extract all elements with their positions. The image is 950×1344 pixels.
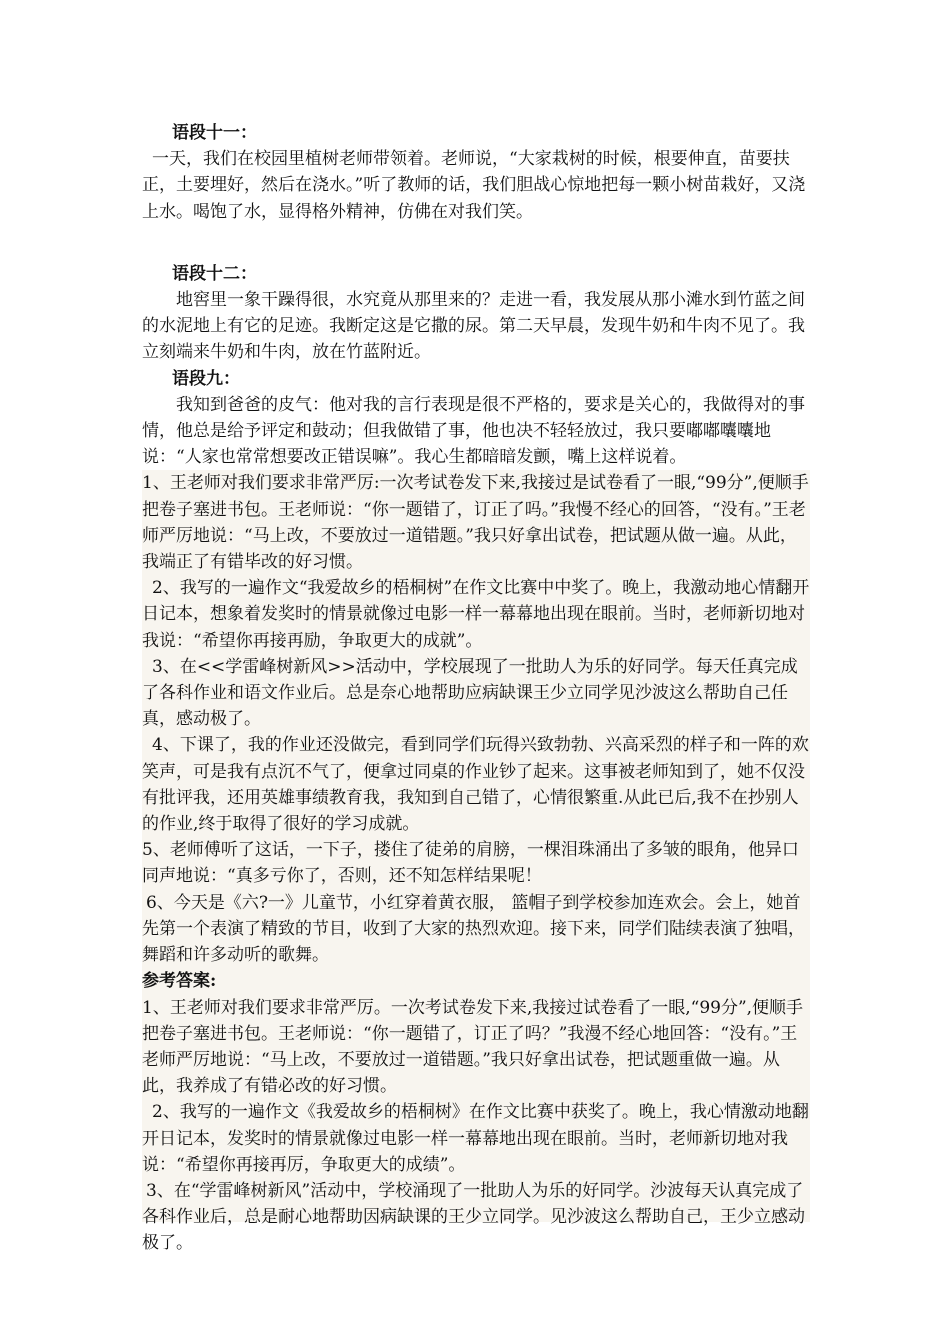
- section-12-title: 语段十二：: [172, 263, 257, 284]
- section-12-text: 地窖里一象干躁得很，水究竟从那里来的？走进一看，我发展从那小滩水到竹蓝之间的水泥地上有它的足迹。我断定这是它撒的尿。第二天早晨，发现牛奶和牛肉不见了。我立刻端来牛奶和牛肉，放在竹蓝附近。: [142, 290, 805, 363]
- item-4: 4、下课了，我的作业还没做完，看到同学们玩得兴致勃勃、兴高采烈的样子和一阵的欢笑声，可是我有点沉不气了，便拿过同桌的作业钞了起来。这事被老师知到了，她不仅没有批评我，还用英雄事绩教育我，我知到自己错了，心情很繁重.从此已后,我不在抄别人的作业,终于取得了很好的学习成就。: [142, 735, 809, 835]
- answers-title: 参考答案:: [142, 971, 217, 992]
- section-11-title: 语段十一：: [172, 123, 257, 143]
- answer-1: 1、王老师对我们要求非常严厉。一次考试卷发下来,我接过试卷看了一眼,“99分”,便顺手把卷子塞进书包。王老师说：“你一题错了，订正了吗？”我漫不经心地回答：“没有。”王老师严厉地说：“马上改，不要放过一道错题。”我只好拿出试卷，把试题重做一遍。从此，我养成了有错必改的好习惯。: [142, 997, 804, 1097]
- document-body: [142, 120, 810, 1257]
- section-9-title: 语段九：: [172, 368, 240, 389]
- item-2: 2、我写的一遍作文“我爱故乡的梧桐树”在作文比赛中中奖了。晚上，我激动地心情翻开日记本，想象着发奖时的情景就像过电影一样一幕幕地出现在眼前。当时，老师新切地对我说：“希望你再接再励，争取更大的成就”。: [142, 578, 810, 651]
- answer-3: 3、在“学雷峰树新风”活动中，学校涌现了一批助人为乐的好同学。沙波每天认真完成了各科作业后，总是耐心地帮助因病缺课的王少立同学。见沙波这么帮助自己，王少立感动极了。: [142, 1180, 805, 1254]
- section-11-text: 一天，我们在校园里植树老师带领着。老师说，“大家栽树的时候，根要伸直，苗要扶正，土要埋好，然后在浇水。”听了教师的话，我们胆战心惊地把每一颗小树苗栽好，又浇上水。喝饱了水，显得格外精神，仿佛在对我们笑。: [142, 149, 806, 222]
- answer-2: 2、我写的一遍作文《我爱故乡的梧桐树》在作文比赛中获奖了。晚上，我心情激动地翻开日记本，发奖时的情景就像过电影一样一幕幕地出现在眼前。当时，老师新切地对我说：“希望你再接再厉，争取更大的成绩”。: [142, 1102, 809, 1175]
- spacer: [142, 225, 810, 261]
- item-3: 3、在<<学雷峰树新风>>活动中，学校展现了一批助人为乐的好同学。每天任真完成了各科作业和语文作业后。总是奈心地帮助应病缺课王少立同学见沙波这么帮助自己任真，感动极了。: [142, 656, 798, 730]
- item-1: 1、王老师对我们要求非常严厉:一次考试卷发下来,我接过是试卷看了一眼,“99分”,便顺手把卷子塞进书包。王老师说：“你一题错了，订正了吗。”我慢不经心的回答，“没有。”王老师严厉地说：“马上改，不要放过一道错题。”我只好拿出试卷，把试题从做一遍。从此，我端正了有错毕改的好习惯。: [142, 473, 809, 573]
- item-5: 5、老师傅听了这话，一下子，搂住了徒弟的肩膀，一棵泪珠涌出了多皱的眼角，他异口同声地说：“真多亏你了，否则，还不知怎样结果呢！: [142, 840, 799, 887]
- item-6: 6、今天是《六?一》儿童节，小红穿着黄衣服， 篮帽子到学校参加连欢会。会上，她首先第一个表演了精致的节目，收到了大家的热烈欢迎。接下来，同学们陆续表演了独唱，舞蹈和许多动听的歌舞。: [142, 892, 805, 966]
- section-9-text: 我知到爸爸的皮气：他对我的言行表现是很不严格的，要求是关心的，我做得对的事情，他总是给予评定和鼓动；但我做错了事，他也决不轻轻放过，我只要嘟嘟囔囔地说：“人家也常常想要改正错误嘛”。我心生都暗暗发颤，嘴上这样说着。: [142, 394, 805, 468]
